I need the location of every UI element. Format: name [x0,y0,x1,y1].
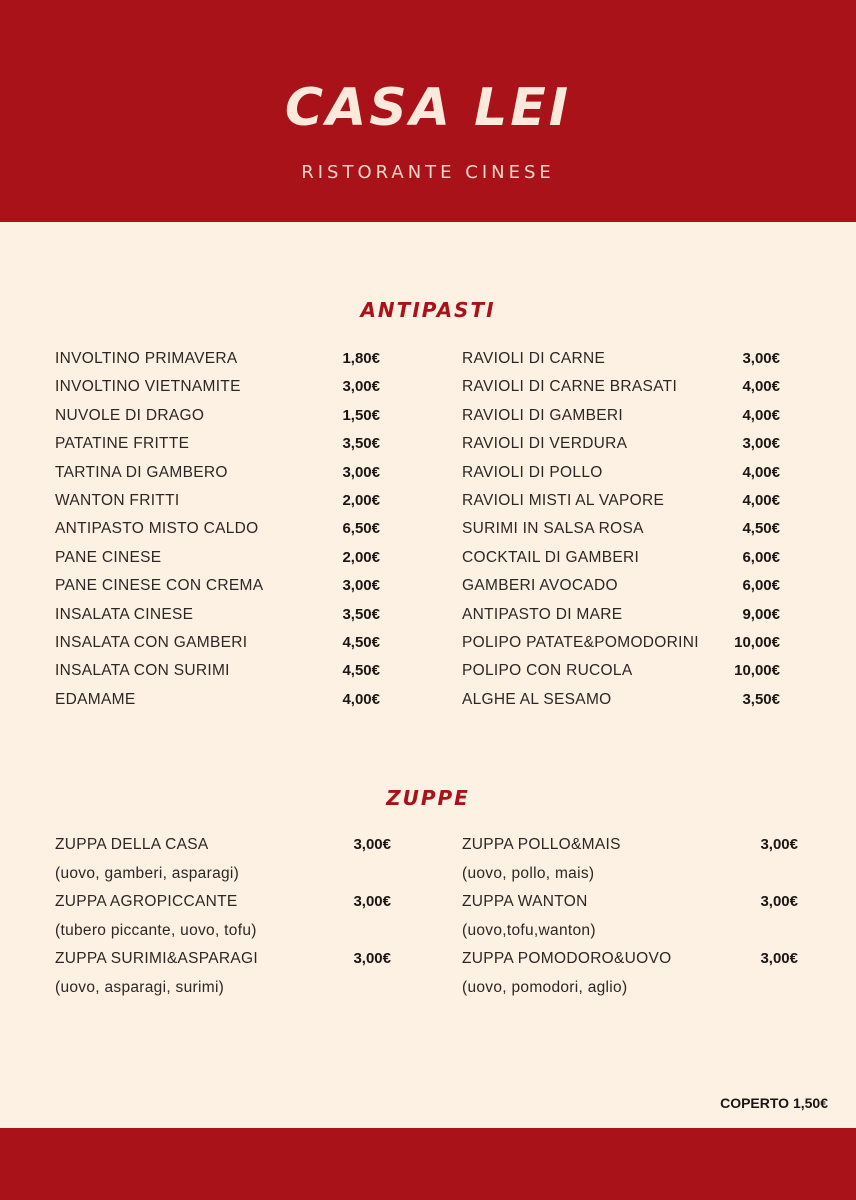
soup-item-price: 3,00€ [353,836,391,853]
soup-item-description: (tubero piccante, uovo, tofu) [55,921,257,939]
restaurant-title: CASA LEI [284,78,572,138]
soup-item-name: ZUPPA AGROPICCANTE [55,893,238,910]
menu-item-price: 4,00€ [342,690,380,708]
menu-item-name: TARTINA DI GAMBERO [55,463,228,481]
section-title-zuppe: ZUPPE [386,786,470,810]
menu-item-price: 1,80€ [342,350,380,367]
menu-item-name: GAMBERI AVOCADO [462,577,618,595]
menu-item-price: 6,00€ [742,548,780,566]
menu-item-name: INSALATA CON SURIMI [55,662,230,680]
soup-item-description-row [462,865,798,894]
soup-item-description-row [55,979,391,1008]
menu-item-price: 10,00€ [734,633,780,651]
menu-item [55,378,380,406]
menu-item [55,634,380,662]
menu-item [462,549,780,577]
menu-item [462,520,780,548]
coperto-charge: COPERTO 1,50€ [720,1095,828,1111]
menu-item-price: 3,00€ [342,577,380,595]
footer-banner [0,1128,856,1200]
soup-item-description: (uovo, pomodori, aglio) [462,978,628,996]
soup-item [55,836,391,865]
menu-item [462,464,780,492]
menu-item [55,691,380,719]
menu-item-name: NUVOLE DI DRAGO [55,406,205,424]
soup-item-price: 3,00€ [760,950,798,967]
menu-item [462,378,780,406]
menu-item [55,606,380,634]
menu-item [55,577,380,605]
antipasti-right-column [462,350,780,719]
section-title-antipasti: ANTIPASTI [360,298,496,322]
soup-item-description: (uovo, gamberi, asparagi) [55,864,240,882]
zuppe-left-column [55,836,391,1007]
soup-item-name: ZUPPA POLLO&MAIS [462,836,621,853]
menu-item [55,350,380,378]
menu-item-name: POLIPO PATATE&POMODORINI [462,633,699,651]
soup-item-description-row [55,865,391,894]
soup-item [55,950,391,979]
restaurant-subtitle: RISTORANTE CINESE [301,162,555,183]
menu-item-name: INSALATA CINESE [55,605,194,623]
menu-item-name: PATATINE FRITTE [55,435,190,453]
menu-item [462,634,780,662]
menu-item-price: 3,00€ [342,378,380,396]
soup-item [462,893,798,922]
menu-item-name: ANTIPASTO MISTO CALDO [55,520,259,538]
menu-item [55,549,380,577]
menu-item-price: 4,00€ [742,463,780,481]
soup-item-name: ZUPPA WANTON [462,893,588,910]
menu-item-name: RAVIOLI DI GAMBERI [462,406,624,424]
menu-item [55,407,380,435]
menu-item-price: 4,00€ [742,406,780,424]
menu-item [55,435,380,463]
menu-item-name: PANE CINESE CON CREMA [55,577,264,595]
zuppe-right-column [462,836,798,1007]
menu-item-price: 3,00€ [742,350,780,367]
menu-item-price: 2,00€ [342,491,380,509]
soup-item [55,893,391,922]
antipasti-left-column [55,350,380,719]
soup-item-description: (uovo,tofu,wanton) [462,921,596,939]
menu-item [462,492,780,520]
soup-item-description-row [462,979,798,1008]
menu-item-name: ANTIPASTO DI MARE [462,605,623,623]
soup-item-name: ZUPPA DELLA CASA [55,836,209,853]
menu-item-price: 6,50€ [342,520,380,538]
soup-item-description-row [55,922,391,951]
menu-item-name: ALGHE AL SESAMO [462,690,612,708]
menu-item-price: 4,00€ [742,491,780,509]
menu-item-price: 9,00€ [742,605,780,623]
menu-item-name: RAVIOLI MISTI AL VAPORE [462,491,665,509]
menu-item-name: RAVIOLI DI CARNE [462,350,606,367]
menu-item [462,606,780,634]
menu-item-price: 4,50€ [342,633,380,651]
menu-item [462,691,780,719]
soup-item-price: 3,00€ [760,893,798,910]
menu-item-name: COCKTAIL DI GAMBERI [462,548,640,566]
menu-item-name: INVOLTINO VIETNAMITE [55,378,241,396]
menu-item-price: 6,00€ [742,577,780,595]
menu-item-price: 4,50€ [342,662,380,680]
menu-item-name: WANTON FRITTI [55,491,180,509]
soup-item [462,950,798,979]
menu-item-price: 4,00€ [742,378,780,396]
menu-item-price: 2,00€ [342,548,380,566]
menu-item [55,492,380,520]
header-banner [0,0,856,222]
menu-item-name: RAVIOLI DI VERDURA [462,435,628,453]
soup-item-description: (uovo, asparagi, surimi) [55,978,225,996]
menu-item-name: INVOLTINO PRIMAVERA [55,350,238,367]
menu-item-name: RAVIOLI DI CARNE BRASATI [462,378,678,396]
menu-item [462,350,780,378]
menu-item-price: 3,00€ [742,435,780,453]
menu-item-price: 10,00€ [734,662,780,680]
menu-item-name: PANE CINESE [55,548,162,566]
menu-item-price: 3,50€ [342,435,380,453]
menu-item-name: POLIPO CON RUCOLA [462,662,633,680]
menu-item [462,662,780,690]
soup-item-price: 3,00€ [353,950,391,967]
menu-item [462,407,780,435]
menu-item [462,577,780,605]
soup-item-description: (uovo, pollo, mais) [462,864,595,882]
menu-item-price: 3,50€ [342,605,380,623]
menu-item [55,662,380,690]
menu-item-name: SURIMI IN SALSA ROSA [462,520,644,538]
soup-item-description-row [462,922,798,951]
menu-item-price: 3,50€ [742,690,780,708]
menu-item-price: 1,50€ [342,406,380,424]
soup-item-price: 3,00€ [353,893,391,910]
soup-item-name: ZUPPA SURIMI&ASPARAGI [55,950,258,967]
soup-item-price: 3,00€ [760,836,798,853]
menu-item [462,435,780,463]
soup-item-name: ZUPPA POMODORO&UOVO [462,950,672,967]
menu-item [55,520,380,548]
menu-item-price: 4,50€ [742,520,780,538]
menu-item-name: INSALATA CON GAMBERI [55,633,248,651]
menu-item [55,464,380,492]
menu-item-name: EDAMAME [55,690,136,708]
soup-item [462,836,798,865]
menu-item-name: RAVIOLI DI POLLO [462,463,603,481]
menu-item-price: 3,00€ [342,463,380,481]
